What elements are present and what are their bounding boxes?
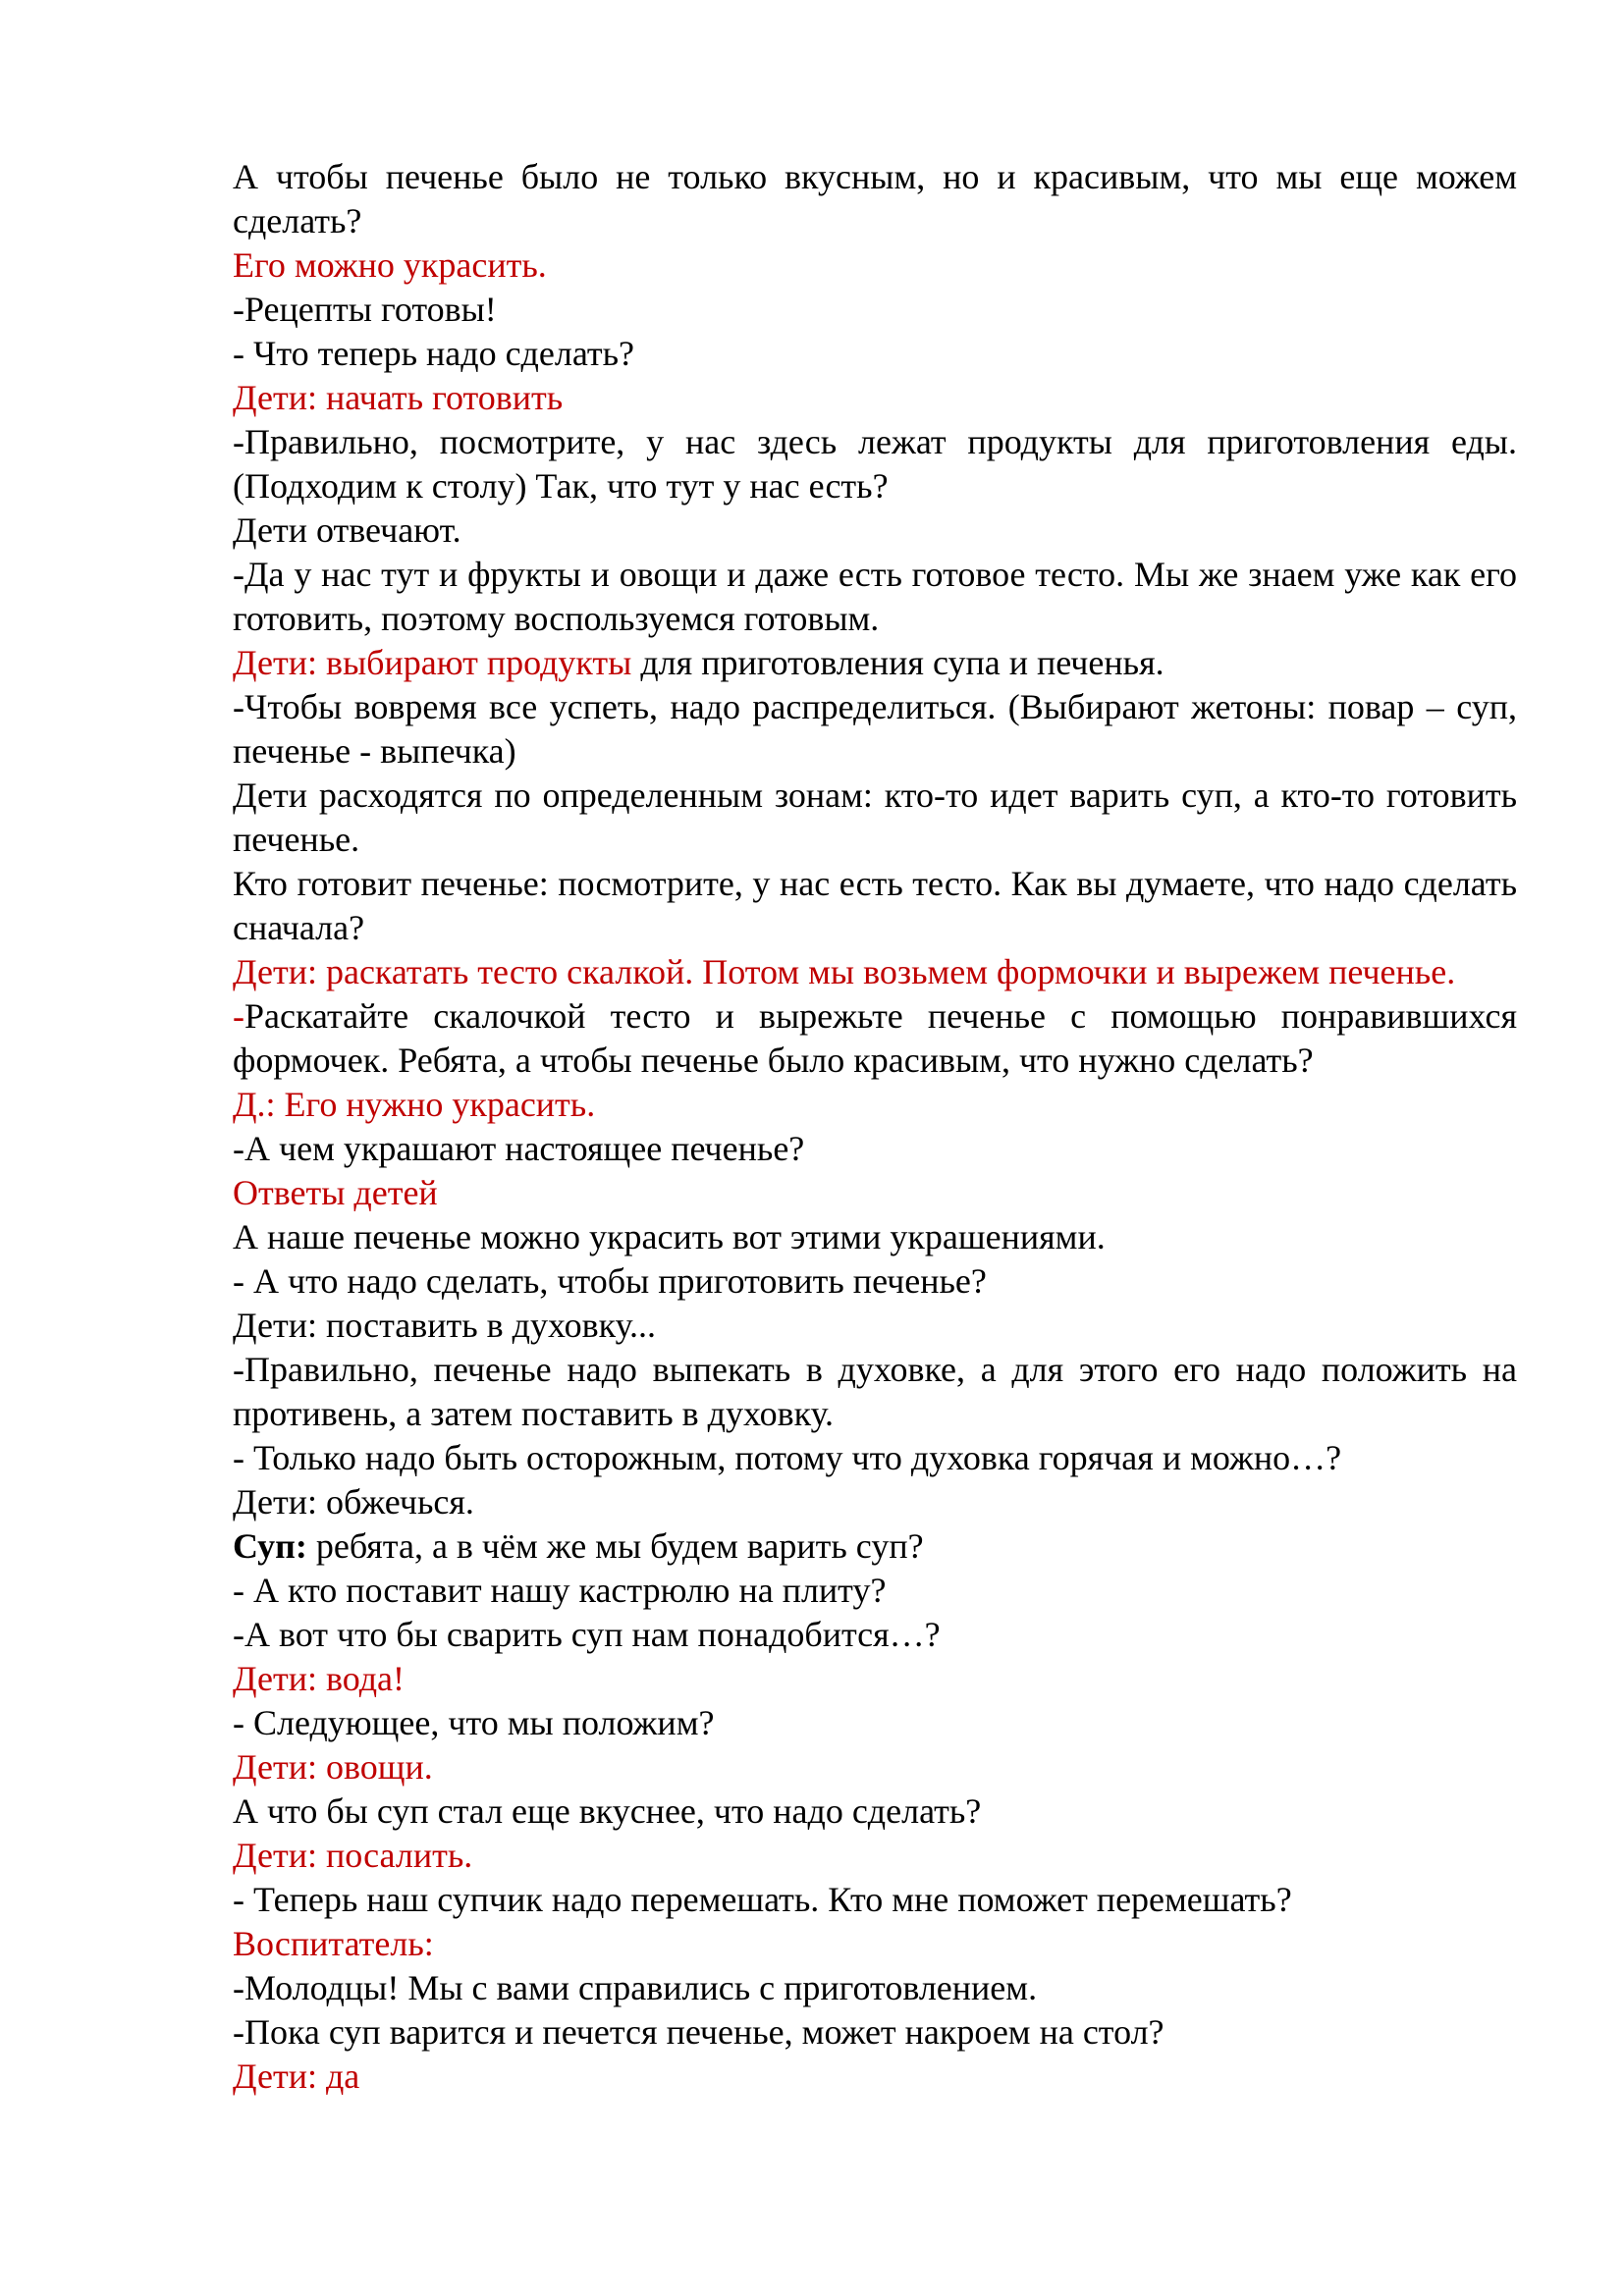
- distribute-paragraph: -Чтобы вовремя все успеть, надо распределиться. (Выбирают жетоны: повар – суп, печенье - выпечка): [233, 687, 1517, 771]
- dough-question: Кто готовит печенье: посмотрите, у нас есть тесто. Как вы думаете, что надо сделать сначала?: [233, 864, 1517, 947]
- next-question: - Следующее, что мы положим?: [233, 1703, 715, 1742]
- children-roll-dough: Дети: раскатать тесто скалкой. Потом мы возьмем формочки и вырежем печенье.: [233, 952, 1456, 991]
- well-done: -Молодцы! Мы с вами справились с приготовлением.: [233, 1968, 1038, 2007]
- tastier-question: А что бы суп стал еще вкуснее, что надо сделать?: [233, 1791, 982, 1831]
- soup-question-text: ребята, а в чём же мы будем варить суп?: [306, 1526, 924, 1566]
- oven-paragraph: -Правильно, печенье надо выпекать в духовке, а для этого его надо положить на противень, а затем поставить в духовку.: [233, 1350, 1517, 1433]
- children-choose-products: [233, 641, 1517, 685]
- zones-paragraph: Дети расходятся по определенным зонам: кто-то идет варить суп, а кто-то готовить печенье.: [233, 775, 1517, 859]
- roll-dough-text: Раскатайте скалочкой тесто и вырежьте печенье с помощью понравившихся формочек. Ребята, а чтобы печенье было красивым, что нужно сделать?: [233, 996, 1517, 1080]
- stir-question: - Теперь наш супчик надо перемешать. Кто мне поможет перемешать?: [233, 1880, 1292, 1919]
- roll-dough-instruction: [233, 994, 1517, 1083]
- what-now-question: - Что теперь надо сделать?: [233, 334, 634, 373]
- our-decorations: А наше печенье можно украсить вот этими украшениями.: [233, 1217, 1106, 1256]
- paragraph-decorate-question: А чтобы печенье было не только вкусным, но и красивым, что мы еще можем сделать?: [233, 157, 1517, 240]
- children-answer: Дети отвечают.: [233, 510, 461, 550]
- children-burn: Дети: обжечься.: [233, 1482, 474, 1522]
- children-oven: Дети: поставить в духовку...: [233, 1306, 656, 1345]
- children-water: Дети: вода!: [233, 1659, 405, 1698]
- children-choose-red: Дети: выбирают продукты: [233, 643, 632, 682]
- children-yes: Дети: да: [233, 2056, 360, 2096]
- children-salt: Дети: посалить.: [233, 1836, 473, 1875]
- answer-need-decorate: Д.: Его нужно украсить.: [233, 1085, 596, 1124]
- soup-label: Суп:: [233, 1526, 307, 1566]
- products-paragraph: -Правильно, посмотрите, у нас здесь лежат продукты для приготовления еды.(Подходим к столу) Так, что тут у нас есть?: [233, 422, 1517, 506]
- answer-decorate: Его можно украсить.: [233, 245, 547, 285]
- children-vegetables: Дети: овощи.: [233, 1747, 433, 1787]
- children-choose-black: для приготовления супа и печенья.: [631, 643, 1164, 682]
- document-page: [233, 155, 1517, 2099]
- teacher-label: Воспитатель:: [233, 1924, 434, 1963]
- decorate-with-what: -А чем украшают настоящее печенье?: [233, 1129, 805, 1168]
- ready-dough-paragraph: -Да у нас тут и фрукты и овощи и даже есть готовое тесто. Мы же знаем уже как его готовить, поэтому воспользуемся готовым.: [233, 555, 1517, 638]
- bake-question: - А что надо сделать, чтобы приготовить печенье?: [233, 1261, 987, 1301]
- set-table-question: -Пока суп варится и печется печенье, может накроем на стол?: [233, 2012, 1164, 2052]
- dash-red: -: [233, 996, 244, 1036]
- children-answers: Ответы детей: [233, 1173, 438, 1212]
- soup-question: [233, 1524, 1517, 1569]
- soup-needs-question: -А вот что бы сварить суп нам понадобится…?: [233, 1615, 941, 1654]
- children-start-cooking: Дети: начать готовить: [233, 378, 564, 417]
- pot-question: - А кто поставит нашу кастрюлю на плиту?: [233, 1571, 887, 1610]
- careful-oven: - Только надо быть осторожным, потому что духовка горячая и можно…?: [233, 1438, 1342, 1477]
- recipes-ready: -Рецепты готовы!: [233, 290, 497, 329]
